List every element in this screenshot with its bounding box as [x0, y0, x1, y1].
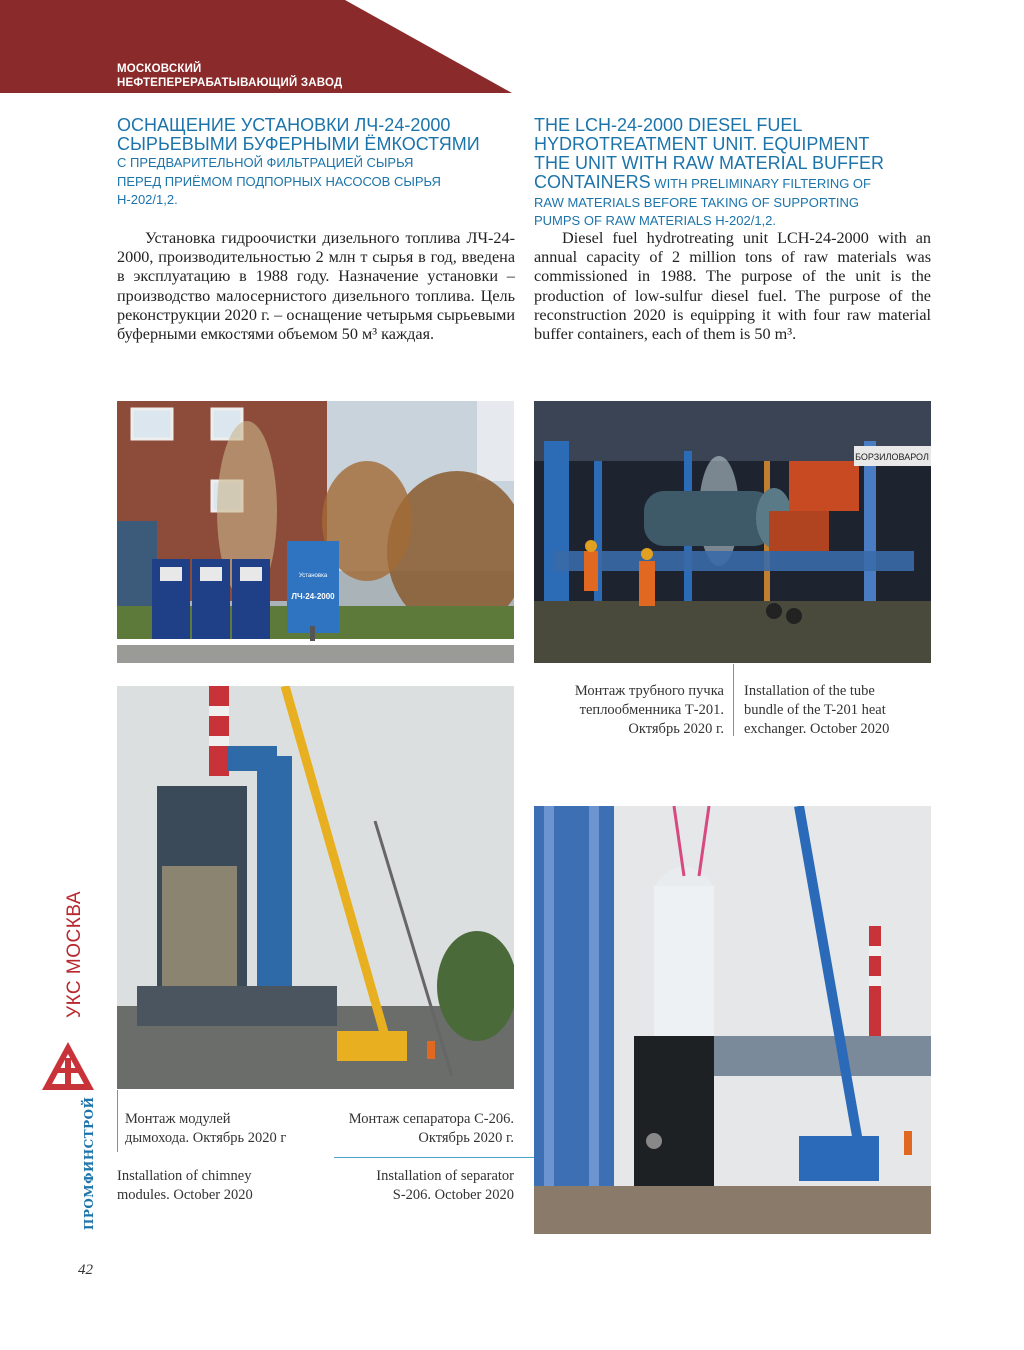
caption-tube-ru-line-2: теплообменника Т-201. — [579, 702, 724, 718]
photo-buffer-containers-image — [117, 401, 514, 663]
photo-separator-image — [534, 806, 931, 1234]
en-title-line-4 — [534, 173, 934, 194]
sign-text-2: ЛЧ-24-2000 — [291, 592, 335, 601]
caption-separator-en — [330, 1167, 514, 1205]
en-title-line-3: THE UNIT WITH RAW MATERIAL BUFFER — [534, 153, 884, 173]
caption-separator-ru-line-2: Октябрь 2020 г. — [418, 1130, 514, 1146]
caption-chimney-divider — [117, 1090, 118, 1152]
ru-subtitle-line-3: Н-202/1,2. — [117, 192, 178, 207]
ru-body — [117, 229, 515, 344]
en-subtitle-line-3: PUMPS OF RAW MATERIALS H-202/1,2. — [534, 213, 776, 228]
ru-subtitle-line-1: С ПРЕДВАРИТЕЛЬНОЙ ФИЛЬТРАЦИЕЙ СЫРЬЯ — [117, 155, 414, 170]
caption-tube-en-line-2: bundle of the T-201 heat — [744, 702, 886, 718]
header-line-2: НЕФТЕПЕРЕРАБАТЫВАЮЩИЙ ЗАВОД — [117, 77, 343, 89]
page-number: 42 — [78, 1262, 93, 1278]
sign-text-3: БОРЗИЛОВАРОЛ — [855, 452, 929, 462]
section-label: УКС МОСКВА — [64, 890, 85, 1018]
photo-chimney-modules — [117, 686, 514, 1089]
ru-body-paragraph: Установка гидроочистки дизельного топлива ЛЧ-24-2000, производительностью 2 млн т сырья в год, введена в эксплуатацию в 1988 году. Назначение установки – производство малосернистого дизельного топлива. Цель реконструкции 2020 г. – оснащение четырьмя сырьевыми буферными емкостями объемом 50 м³ каждая. — [117, 229, 515, 344]
header-line-1: МОСКОВСКИЙ — [117, 63, 202, 75]
caption-tube-en-line-3: exchanger. October 2020 — [744, 721, 890, 737]
caption-chimney-en-line-1: Installation of chimney — [117, 1168, 252, 1184]
photo-chimney-image — [117, 686, 514, 1089]
en-title-containers: CONTAINERS — [534, 172, 651, 192]
caption-tube-en — [744, 682, 934, 739]
caption-chimney-ru — [125, 1110, 325, 1148]
caption-tube-ru — [540, 682, 724, 739]
en-title-line-2: HYDROTREATMENT UNIT. EQUIPMENT — [534, 134, 870, 154]
caption-separator-en-line-1: Installation of separator — [376, 1168, 514, 1184]
caption-tube-ru-line-1: Монтаж трубного пучка — [574, 683, 724, 699]
caption-separator-en-line-2: S-206. October 2020 — [392, 1187, 514, 1203]
en-heading — [534, 116, 934, 231]
caption-tube-divider — [733, 664, 734, 736]
caption-chimney-en — [117, 1167, 317, 1205]
caption-separator-ru — [330, 1110, 514, 1148]
en-body — [534, 229, 931, 344]
caption-chimney-ru-line-1: Монтаж модулей — [125, 1111, 231, 1127]
ru-title-line-1: ОСНАЩЕНИЕ УСТАНОВКИ ЛЧ-24-2000 — [117, 115, 451, 135]
photo-tube-bundle-image — [534, 401, 931, 663]
ru-heading — [117, 116, 517, 210]
caption-separator-ru-line-1: Монтаж сепаратора С-206. — [348, 1111, 514, 1127]
caption-chimney-ru-line-2: дымохода. Октябрь 2020 г — [125, 1130, 287, 1146]
brand-name: ПРОМФИНСТРОЙ — [82, 1096, 96, 1230]
caption-separator-divider — [334, 1157, 534, 1158]
en-subtitle-line-1: WITH PRELIMINARY FILTERING OF — [650, 176, 871, 191]
photo-tube-bundle — [534, 401, 931, 663]
en-title-line-1: THE LCH-24-2000 DIESEL FUEL — [534, 115, 803, 135]
en-body-paragraph: Diesel fuel hydrotreating unit LCH-24-2000 with an annual capacity of 2 million tons of raw materials was commissioned in 1988. The purpose of the unit is the production of low-sulfur diesel fuel. The purpose of the reconstruction 2020 is equipping it with four raw material buffer containers, each of them is 50 m³. — [534, 229, 931, 344]
ru-title-line-2: СЫРЬЕВЫМИ БУФЕРНЫМИ ЁМКОСТЯМИ — [117, 134, 480, 154]
ru-subtitle-line-2: ПЕРЕД ПРИЁМОМ ПОДПОРНЫХ НАСОСОВ СЫРЬЯ — [117, 173, 441, 189]
photo-buffer-containers — [117, 401, 514, 663]
company-logo-icon — [40, 1040, 96, 1092]
caption-chimney-en-line-2: modules. October 2020 — [117, 1187, 253, 1203]
caption-tube-en-line-1: Installation of the tube — [744, 683, 875, 699]
header-title — [117, 62, 342, 90]
en-subtitle-line-2: RAW MATERIALS BEFORE TAKING OF SUPPORTING — [534, 194, 860, 210]
sign-text-1: Установка — [298, 573, 328, 579]
caption-tube-ru-line-3: Октябрь 2020 г. — [628, 721, 724, 737]
photo-separator — [534, 806, 931, 1234]
